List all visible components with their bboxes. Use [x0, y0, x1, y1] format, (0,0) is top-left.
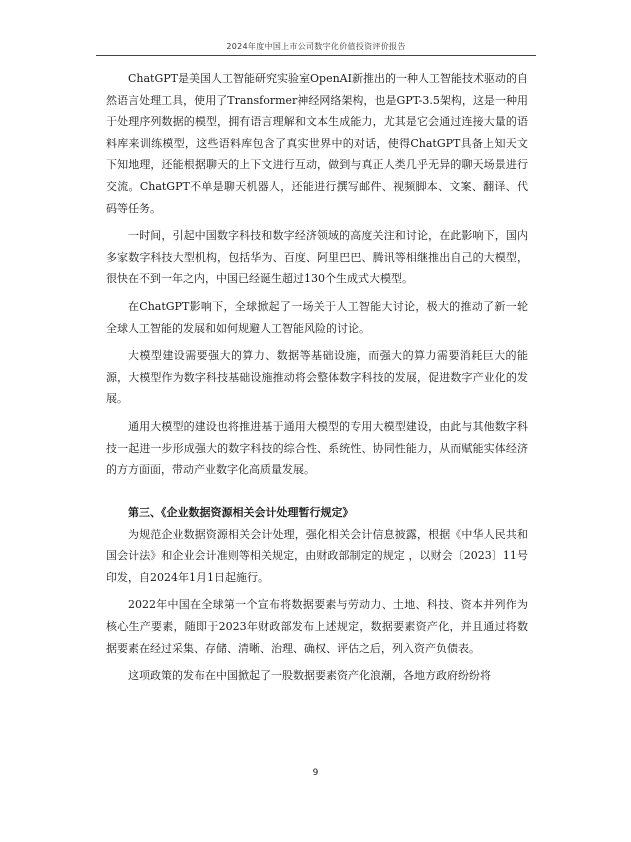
paragraph-global-discussion: 在ChatGPT影响下，全球掀起了一场关于人工智能大讨论，极大的推动了新一轮全球人工智能的发展和如何规避人工智能风险的讨论。 [106, 299, 528, 335]
paragraph-data-elements: 2022年中国在全球第一个宣布将数据要素与劳动力、土地、科技、资本并列作为核心生产要素，随即于2023年财政部发布上述规定，数据要素资产化，并且通过将数据要素在经过采集、存储、清晰、治理、确权、评估之后，列入资产负债表。 [106, 598, 528, 655]
running-header: 2024年度中国上市公司数字化价值投资评价报告 [226, 42, 406, 51]
paragraph-china-reaction: 一时间，引起中国数字科技和数字经济领域的高度关注和讨论，在此影响下，国内多家数字科技大型机构，包括华为、百度、阿里巴巴、腾讯等相继推出自己的大模型，很快在不到一年之内，中国已经诞生超过130个生成式大模型。 [106, 229, 528, 286]
paragraph-general-models: 通用大模型的建设也将推进基于通用大模型的专用大模型建设，由此与其他数字科技一起进一步形成强大的数字科技的综合性、系统性、协同性能力，从而赋能实体经济的方方面面，带动产业数字化高质量发展。 [106, 419, 528, 477]
page-number: 9 [312, 768, 319, 778]
document-body [106, 68, 528, 687]
paragraph-policy-wave: 这项政策的发布在中国掀起了一股数据要素资产化浪潮，各地方政府纷纷将 [128, 669, 491, 683]
section-heading: 第三、《企业数据资源相关会计处理暂行规定》 [128, 505, 354, 519]
paragraph-infrastructure: 大模型建设需要强大的算力、数据等基础设施，而强大的算力需要消耗巨大的能源，大模型作为数字科技基础设施推动将会整体数字科技的发展，促进数字产业化的发展。 [106, 349, 528, 406]
header-divider [96, 55, 536, 56]
paragraph-chatgpt-intro: ChatGPT是美国人工智能研究实验室OpenAI新推出的一种人工智能技术驱动的自然语言处理工具，使用了Transformer神经网络架构，也是GPT-3.5架构，这是一种用于处理序列数据的模型，拥有语言理解和文本生成能力，尤其是它会通过连接大量的语料库来训练模型，这些语料库包含了真实世界中的对话，使得ChatGPT具备上知天文下知地理，还能根据聊天的上下文进行互动，做到与真正人类几乎无异的聊天场景进行交流。ChatGPT不单是聊天机器人，还能进行撰写邮件、视频脚本、文案、翻译、代码等任务。 [106, 72, 528, 215]
section-spacer [106, 481, 528, 502]
paragraph-accounting-rule: 为规范企业数据资源相关会计处理，强化相关会计信息披露，根据《中华人民共和国会计法》和企业会计准则等相关规定，由财政部制定的规定 ，以财会〔2023〕11号印发，自2024年1月1日起施行。 [106, 527, 528, 584]
